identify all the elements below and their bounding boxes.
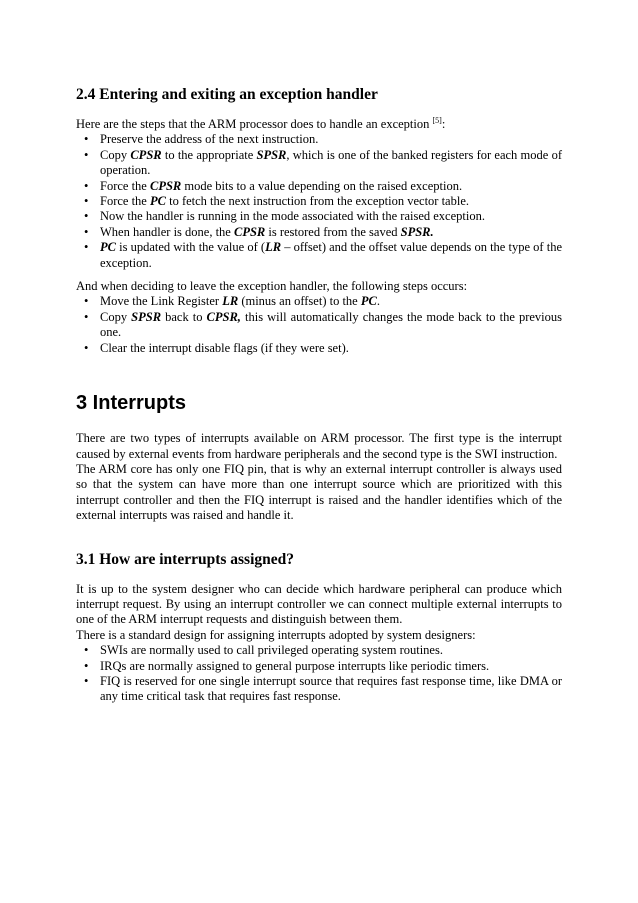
list-item: • Force the PC to fetch the next instruction from the exception vector table. bbox=[76, 194, 562, 209]
list-item: • Now the handler is running in the mode associated with the raised exception. bbox=[76, 209, 562, 224]
list-item: • Copy SPSR back to CPSR, this will automatically changes the mode back to the previous one. bbox=[76, 310, 562, 341]
interrupt-assignment-list bbox=[76, 643, 562, 705]
section-3-1-paragraph-2: There is a standard design for assigning interrupts adopted by system designers: bbox=[76, 627, 476, 642]
list-item: • IRQs are normally assigned to general purpose interrupts like periodic timers. bbox=[76, 659, 562, 674]
list-item: • Copy CPSR to the appropriate SPSR, which is one of the banked registers for each mode of operation. bbox=[76, 148, 562, 179]
citation-ref[interactable]: [5] bbox=[432, 116, 442, 125]
list-item: • When handler is done, the CPSR is restored from the saved SPSR. bbox=[76, 225, 562, 240]
section-2-4-heading: 2.4 Entering and exiting an exception handler bbox=[76, 86, 378, 103]
list-item: • Force the CPSR mode bits to a value depending on the raised exception. bbox=[76, 179, 562, 194]
list-item: • Preserve the address of the next instruction. bbox=[76, 132, 562, 147]
list-item: • Move the Link Register LR (minus an offset) to the PC. bbox=[76, 294, 562, 309]
list-item: • PC is updated with the value of (LR – offset) and the offset value depends on the type of the exception. bbox=[76, 240, 562, 271]
list-item: • SWIs are normally used to call privileged operating system routines. bbox=[76, 643, 562, 658]
document-page bbox=[76, 86, 562, 705]
section-3-1-paragraph-1: It is up to the system designer who can decide which hardware peripheral can produce which interrupt request. By using an interrupt controller we can connect multiple external interrupts to one of the ARM interrupt requests and distinguish between them. bbox=[76, 581, 562, 627]
section-3-paragraph-2: The ARM core has only one FIQ pin, that is why an external interrupt controller is always used so that the system can have more than one interrupt source which are prioritized with this interrupt controller and then the FIQ interrupt is raised and the handler identifies which of the external interrupts was raised and handle it. bbox=[76, 461, 562, 523]
list-item: • Clear the interrupt disable flags (if they were set). bbox=[76, 341, 562, 356]
leave-handler-intro: And when deciding to leave the exception handler, the following steps occurs: bbox=[76, 279, 468, 294]
section-3-paragraph-1: There are two types of interrupts available on ARM processor. The first type is the interrupt caused by external events from hardware peripherals and the second type is the SWI instruction. bbox=[76, 431, 562, 461]
section-3-heading: 3 Interrupts bbox=[76, 392, 187, 415]
section-2-4-intro: Here are the steps that the ARM processor does to handle an exception [5]: bbox=[76, 116, 446, 131]
exception-steps-list bbox=[76, 132, 562, 271]
list-item: • FIQ is reserved for one single interrupt source that requires fast response time, like DMA or any time critical task that requires fast response. bbox=[76, 674, 562, 705]
leave-steps-list bbox=[76, 294, 562, 356]
section-3-1-heading: 3.1 How are interrupts assigned? bbox=[76, 550, 295, 568]
